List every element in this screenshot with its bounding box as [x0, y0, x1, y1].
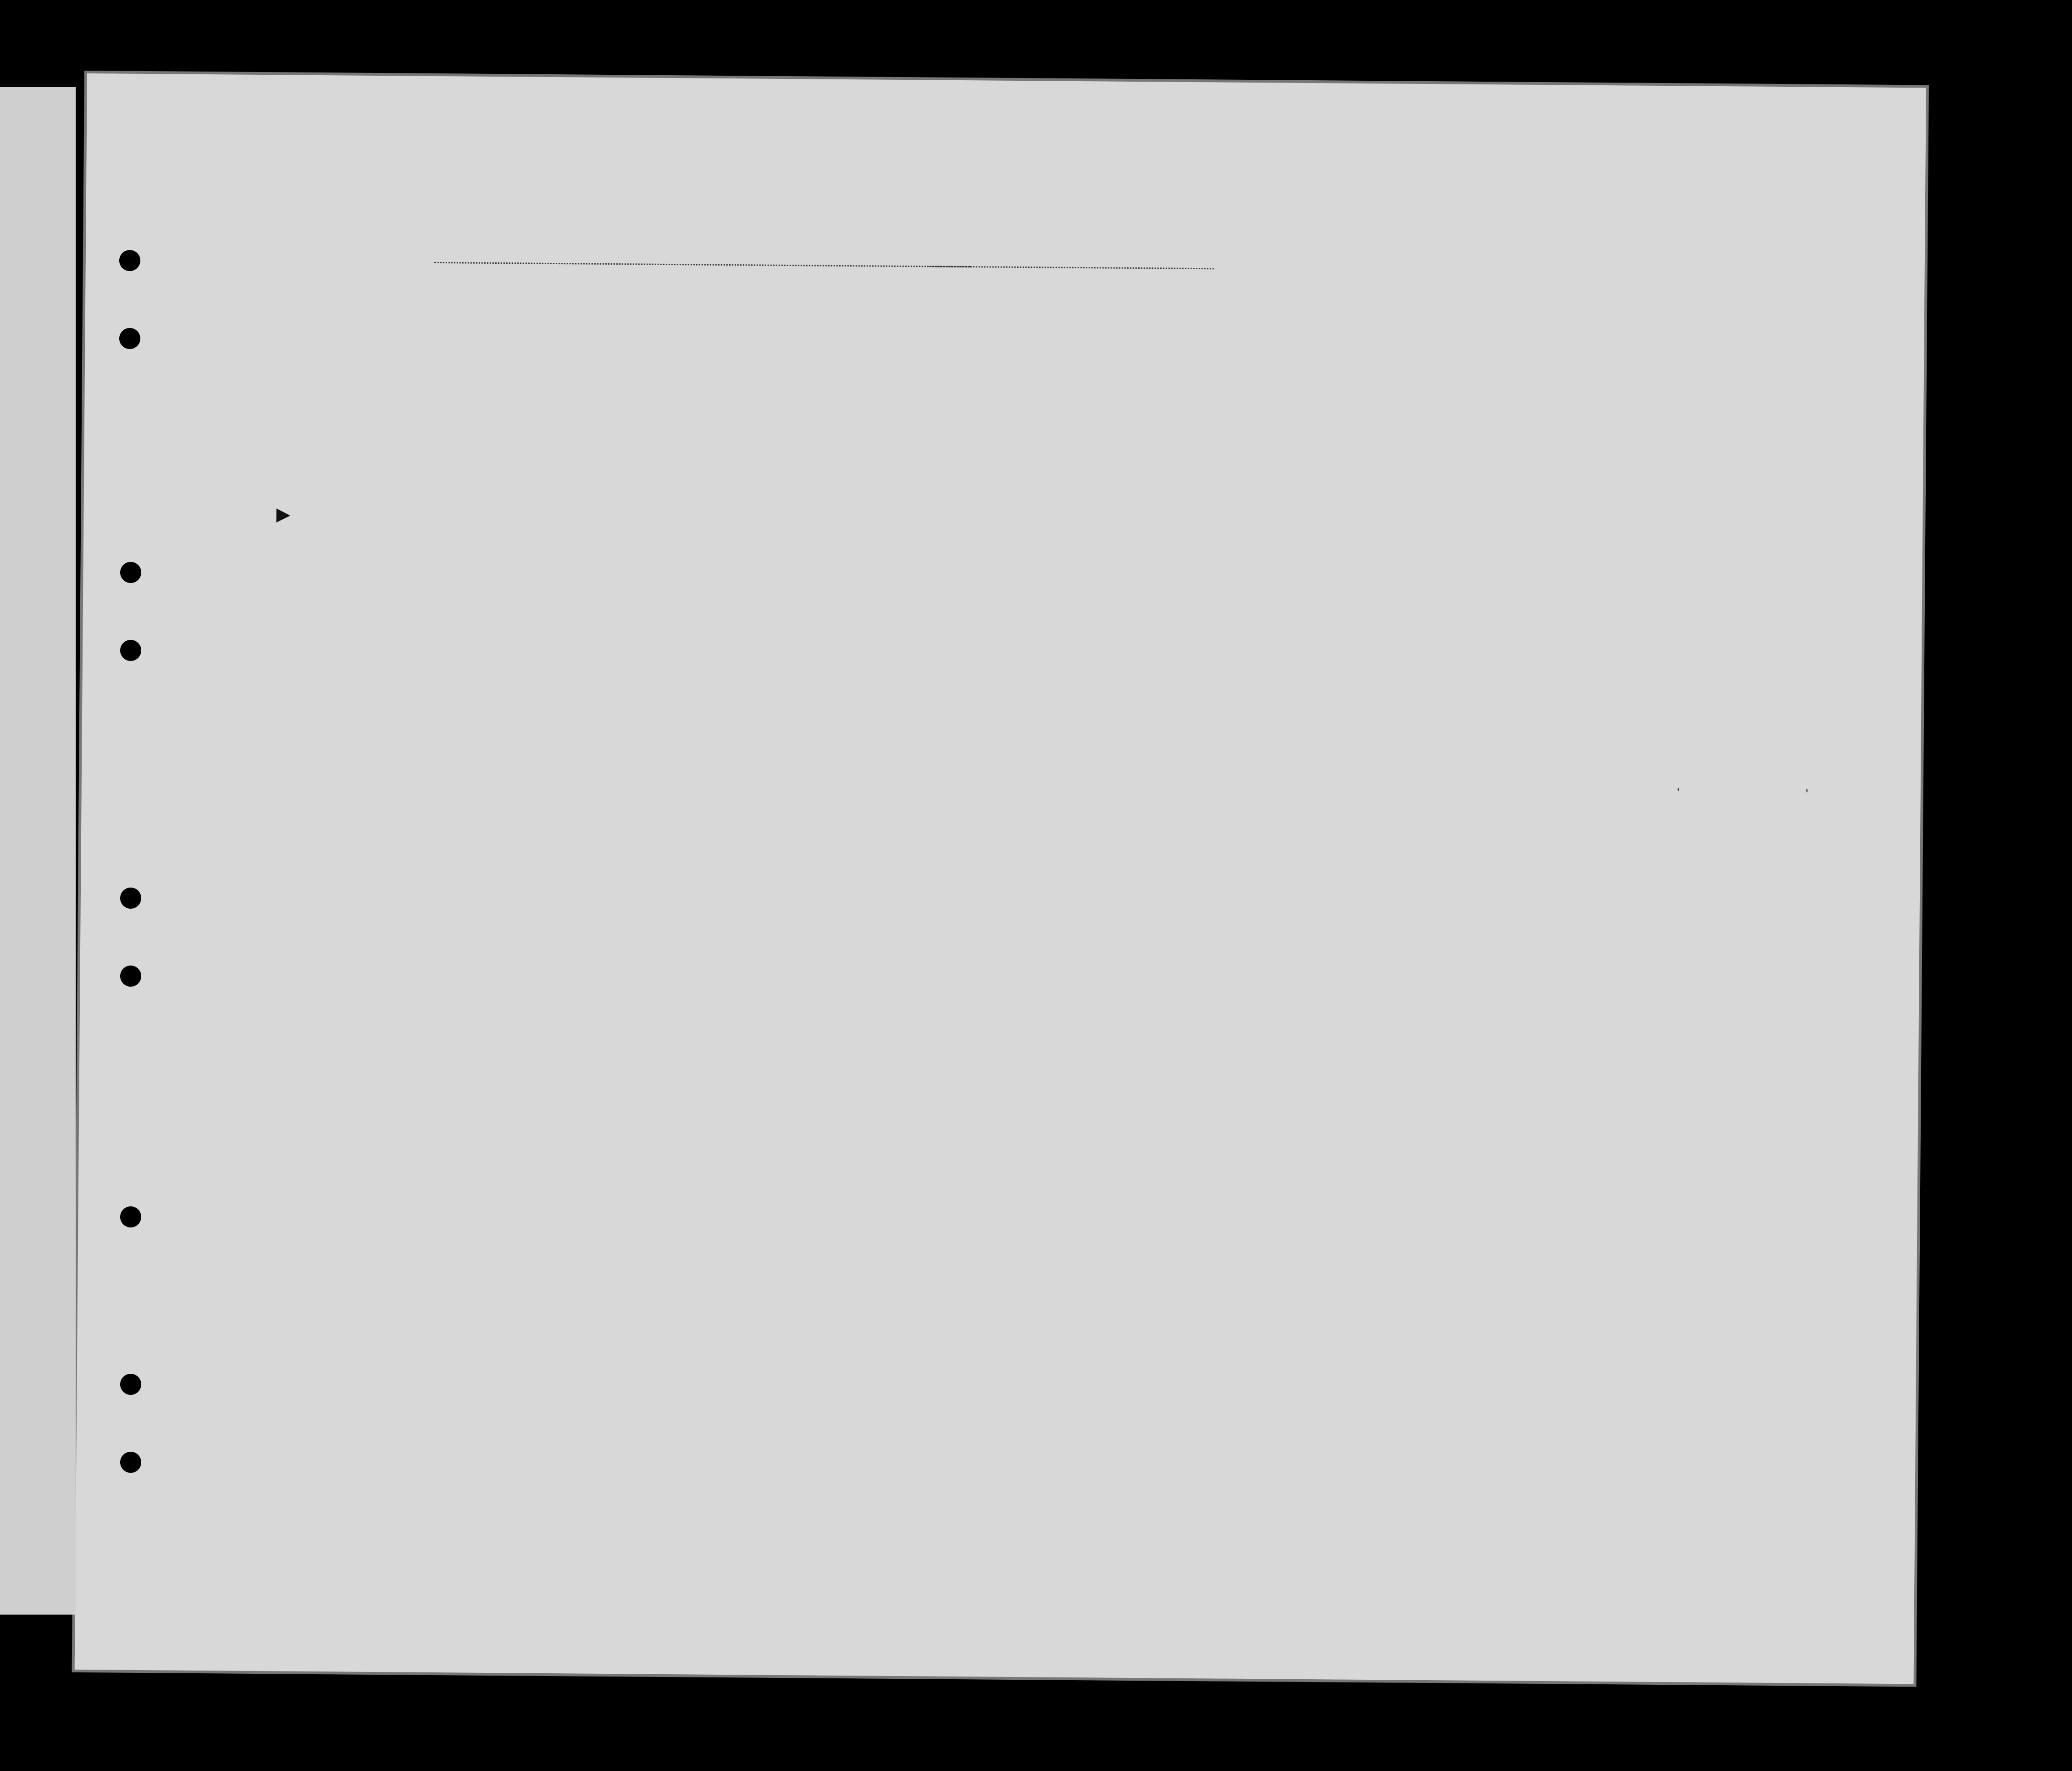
binder-hole: [120, 1374, 141, 1395]
binder-hole: [120, 966, 141, 987]
binder-hole: [119, 250, 140, 271]
pointer-mark: ▶: [276, 504, 291, 525]
binder-hole: [120, 1206, 141, 1227]
left-margin-page: [0, 87, 76, 1615]
binder-hole: [120, 1452, 141, 1473]
binder-hole: [120, 640, 141, 661]
manifest-sheet: [75, 73, 1926, 1684]
table-grid: [75, 73, 1926, 1684]
binder-hole: [120, 562, 141, 583]
binder-hole: [119, 328, 140, 349]
binder-hole: [120, 888, 141, 909]
